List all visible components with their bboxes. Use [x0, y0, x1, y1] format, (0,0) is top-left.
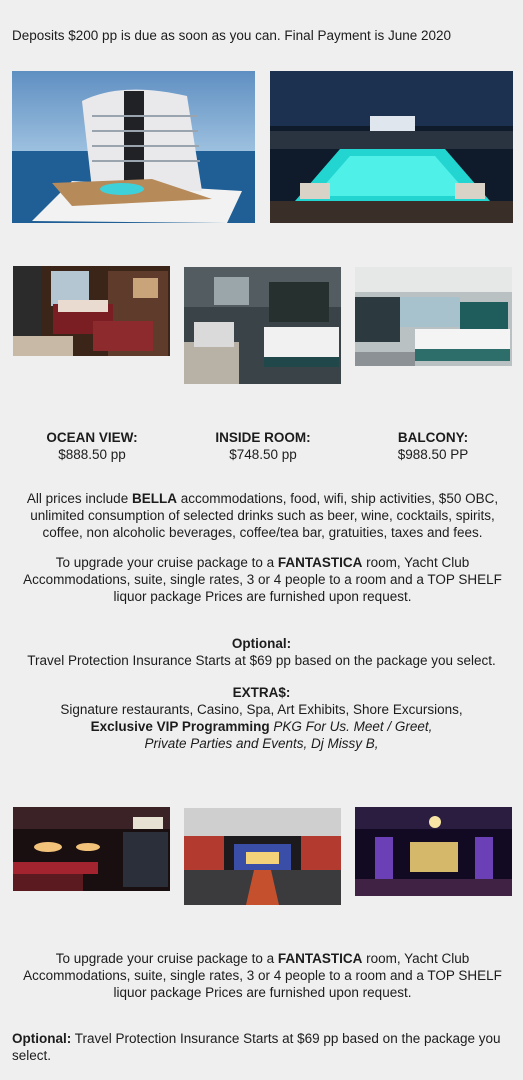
upgrade-paragraph-2 — [14, 950, 511, 1001]
includes-prefix: All prices include — [26, 491, 132, 506]
ship-exterior-photo — [12, 71, 255, 223]
extras-vip-italic: PKG For Us. Meet / Greet, — [269, 719, 433, 734]
extras-line-2 — [4, 718, 519, 735]
room-price: $888.50 pp — [58, 447, 126, 462]
upgrade-prefix: To upgrade your cruise package to a — [55, 555, 278, 570]
pool-deck-photo — [270, 71, 513, 223]
room-name: BALCONY: — [397, 430, 469, 445]
optional-heading: Optional: — [231, 636, 292, 651]
room-price: $748.50 pp — [229, 447, 297, 462]
upgrade-brand: FANTASTICA — [277, 555, 363, 570]
optional-text: Travel Protection Insurance Starts at $69 pp based on the package you select. — [12, 1031, 501, 1063]
room-name: INSIDE ROOM: — [215, 430, 311, 445]
deposit-line: Deposits $200 pp is due as soon as you can. Final Payment is June 2020 — [12, 28, 452, 43]
extras-vip-bold: Exclusive VIP Programming — [90, 719, 270, 734]
extras-section — [4, 684, 519, 752]
upgrade-prefix: To upgrade your cruise package to a — [55, 951, 278, 966]
optional-paragraph-2 — [12, 1030, 515, 1064]
extras-line-3: Private Parties and Events, Dj Missy B, — [144, 736, 379, 751]
optional-section — [4, 635, 519, 669]
room-ocean-view — [33, 430, 151, 462]
ocean-view-room-photo — [13, 266, 170, 356]
upgrade-rest: room, Yacht Club Accommodations, suite, single rates, 3 or 4 people to a room and a TOP SHELF liquor package Prices are furnished upon request. — [23, 555, 502, 604]
upgrade-brand: FANTASTICA — [277, 951, 363, 966]
inside-room-photo — [184, 267, 341, 384]
balcony-room-photo — [355, 267, 512, 366]
includes-paragraph — [14, 490, 511, 541]
optional-text: Travel Protection Insurance Starts at $69 pp based on the package you select. — [27, 653, 496, 668]
room-balcony — [372, 430, 494, 462]
extras-line-1: Signature restaurants, Casino, Spa, Art Exhibits, Shore Excursions, — [60, 702, 463, 717]
includes-brand: BELLA — [131, 491, 177, 506]
extras-heading: EXTRA$: — [232, 685, 291, 700]
lounge-photo — [13, 807, 170, 891]
upgrade-paragraph — [14, 554, 511, 605]
room-price: $988.50 PP — [397, 447, 469, 462]
room-name: OCEAN VIEW: — [46, 430, 138, 445]
includes-rest: accommodations, food, wifi, ship activities, $50 OBC, unlimited consumption of selected drinks such as beer, wine, cocktails, spirits, coffee, non alcoholic beverages, coffee/tea bar, gratuities, taxes and fees. — [30, 491, 499, 540]
optional-label: Optional: — [12, 1031, 72, 1046]
casino-photo — [355, 807, 512, 896]
room-inside — [203, 430, 323, 462]
theater-photo — [184, 808, 341, 905]
upgrade-rest: room, Yacht Club Accommodations, suite, single rates, 3 or 4 people to a room and a TOP SHELF liquor package Prices are furnished upon request. — [23, 951, 502, 1000]
